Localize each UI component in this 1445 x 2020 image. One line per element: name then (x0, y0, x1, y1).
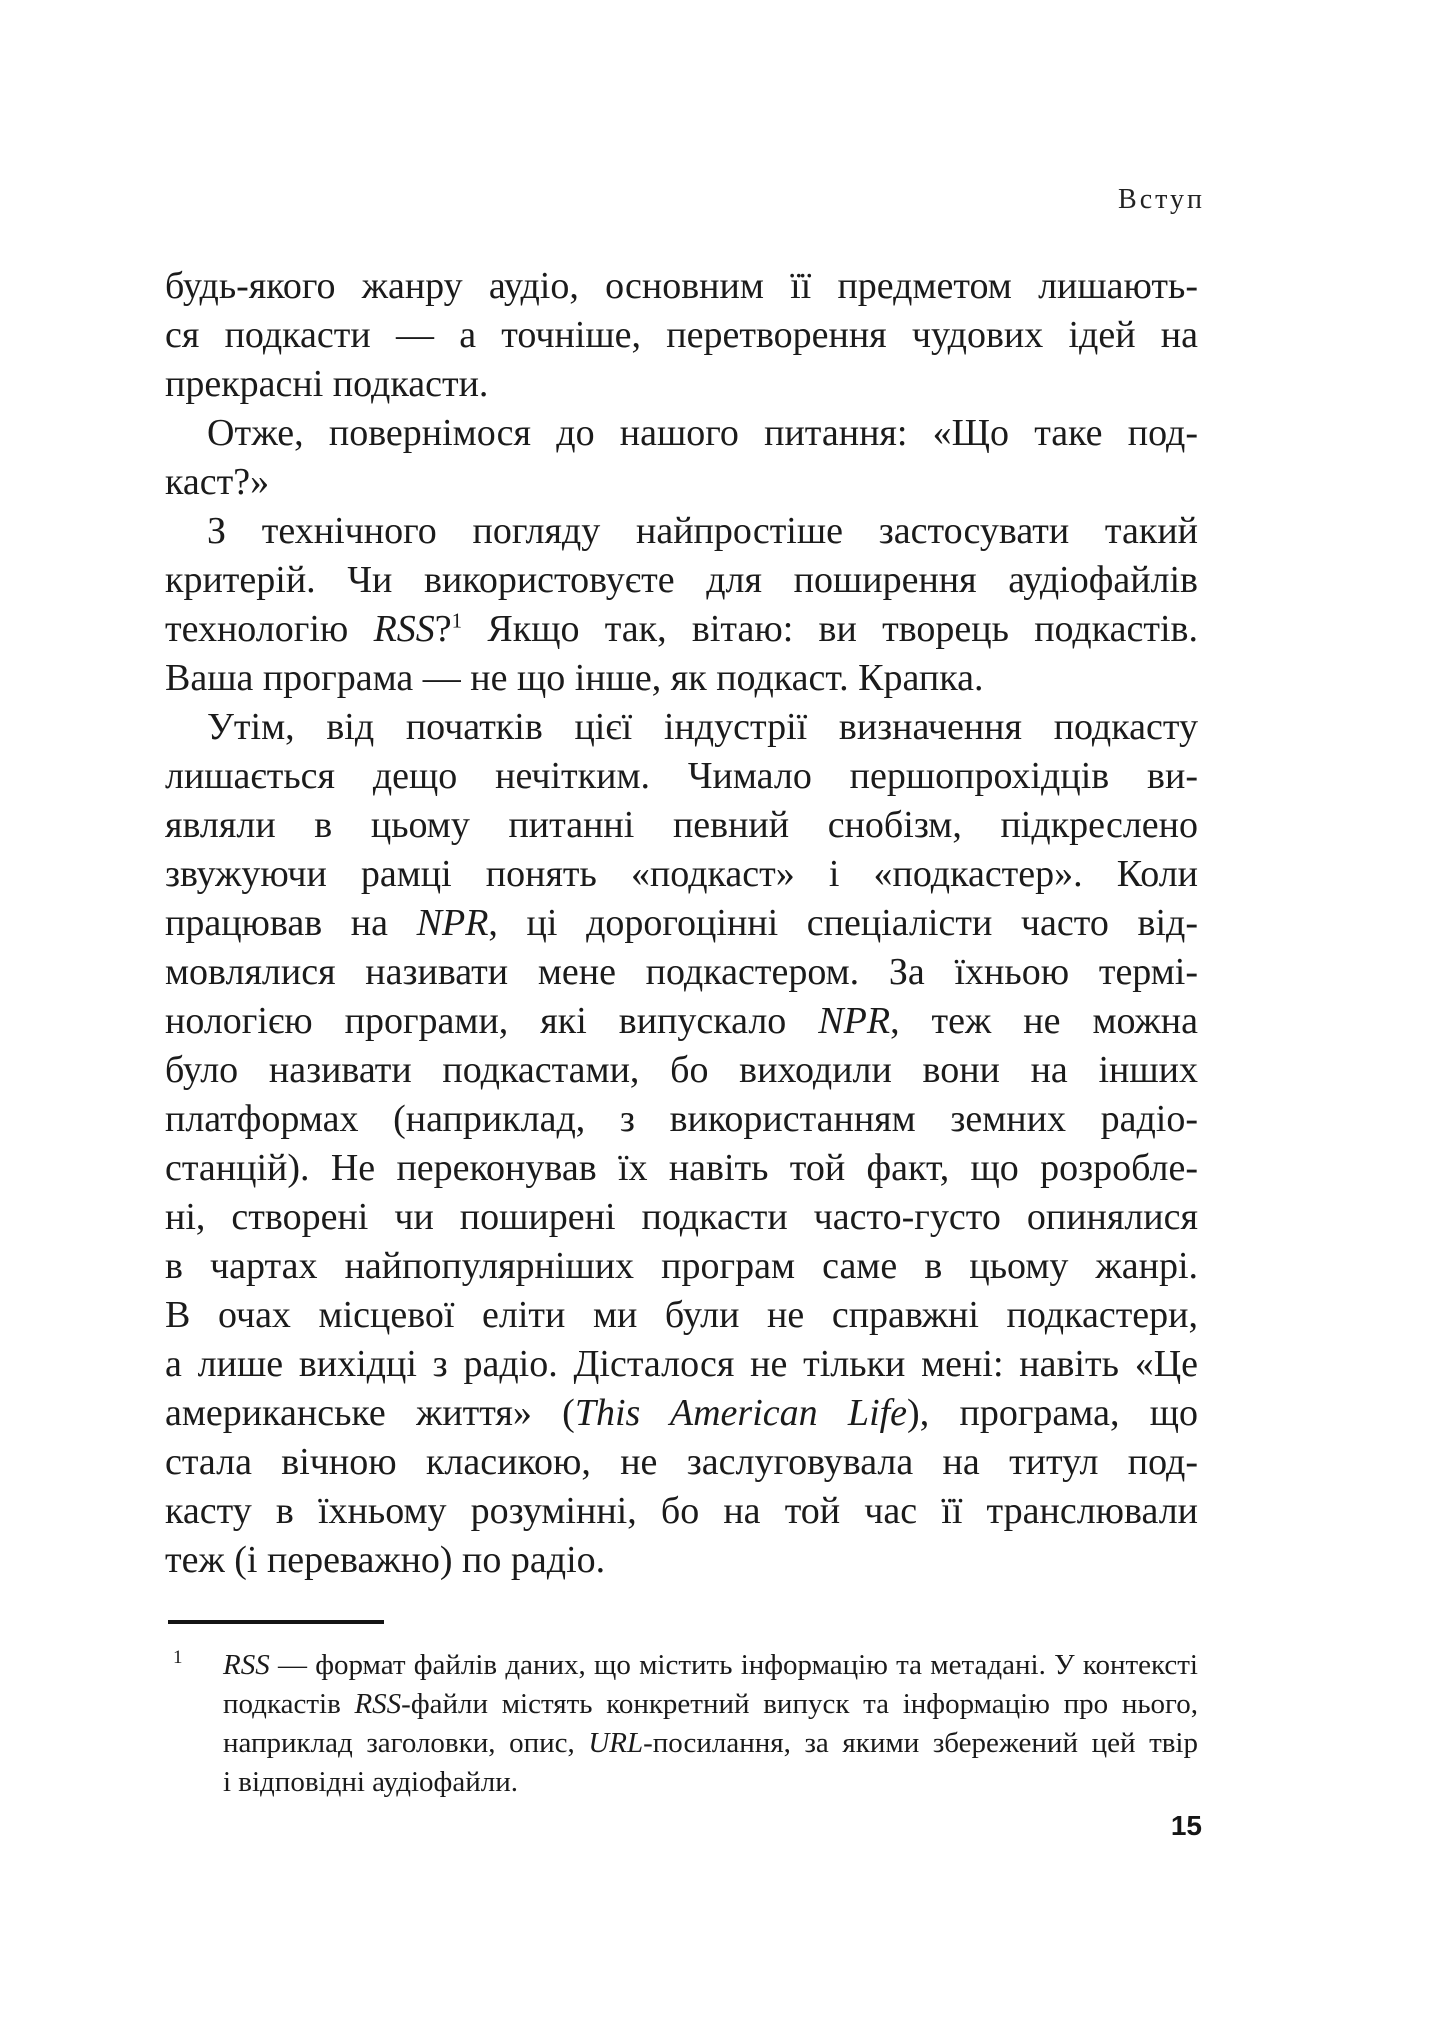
body-line: було називати подкастами, бо виходили вони на інших (165, 1049, 1198, 1091)
italic-term: RSS (354, 1688, 402, 1720)
italic-term: RSS (373, 608, 435, 650)
text-segment: подкастів (223, 1688, 355, 1720)
body-line: являли в цьому питанні певний снобізм, підкреслено (165, 804, 1198, 846)
body-line: будь-якого жанру аудіо, основним її предметом лишають- (165, 265, 1198, 307)
text-segment: -посилання, за якими збережений цей твір (643, 1727, 1198, 1759)
body-line: ні, створені чи поширені подкасти часто-густо опинялися (165, 1196, 1198, 1238)
body-line: Утім, від початків цієї індустрії визначення подкасту (207, 706, 1198, 748)
text-segment: ? (434, 608, 452, 650)
text-segment: , ці дорогоцінні спеціалісти часто від- (488, 902, 1198, 944)
body-text (165, 262, 1198, 1585)
italic-title: This American Life (574, 1392, 908, 1434)
body-line: теж (і переважно) по радіо. (165, 1539, 606, 1581)
paragraph (165, 703, 1198, 1585)
footnote-line: і відповідні аудіофайли. (223, 1766, 518, 1798)
text-segment: — формат файлів даних, що містить інформацію та метадані. У контексті (269, 1649, 1198, 1681)
paragraph (165, 409, 1198, 507)
footnote-line (223, 1724, 1198, 1763)
body-line: прекрасні подкасти. (165, 363, 489, 405)
italic-term: RSS (223, 1649, 270, 1681)
italic-term: URL (588, 1727, 644, 1759)
body-line: Отже, повернімося до нашого питання: «Що таке под- (207, 412, 1198, 454)
paragraph (165, 262, 1198, 409)
footnote (165, 1646, 1198, 1802)
body-line (165, 1389, 1198, 1438)
italic-term: NPR (818, 1000, 891, 1042)
footnote-line (223, 1685, 1198, 1724)
body-line: платформах (наприклад, з використанням земних радіо- (165, 1098, 1198, 1140)
text-segment: технологію (165, 608, 374, 650)
text-segment: ), програма, що (907, 1392, 1198, 1434)
text-segment: , теж не можна (890, 1000, 1198, 1042)
body-line (165, 605, 1198, 654)
body-line: звужуючи рамці понять «подкаст» і «подкастер». Коли (165, 853, 1198, 895)
text-segment: працював на (165, 902, 417, 944)
body-line: станцій). Не переконував їх навіть той факт, що розробле- (165, 1147, 1198, 1189)
body-line (165, 997, 1198, 1046)
footnote-line (223, 1646, 1198, 1685)
body-line (165, 899, 1198, 948)
footnote-marker: 1 (173, 1647, 183, 1668)
body-line: а лише вихідці з радіо. Дісталося не тільки мені: навіть «Це (165, 1343, 1198, 1385)
italic-term: NPR (416, 902, 489, 944)
body-line: в чартах найпопулярніших програм саме в цьому жанрі. (165, 1245, 1198, 1287)
body-line: критерій. Чи використовуєте для поширення аудіофайлів (165, 559, 1198, 601)
text-segment: американське життя» ( (165, 1392, 575, 1434)
body-line: З технічного погляду найпростіше застосувати такий (207, 510, 1198, 552)
footnote-separator (168, 1620, 384, 1624)
footnote-reference: 1 (451, 608, 463, 633)
text-segment: наприклад заголовки, опис, (223, 1727, 589, 1759)
paragraph (165, 507, 1198, 703)
body-line: лишається дещо нечітким. Чимало першопрохідців ви- (165, 755, 1198, 797)
page-number: 15 (1170, 1810, 1202, 1841)
body-line: Ваша програма — не що інше, як подкаст. Крапка. (165, 657, 984, 699)
body-line: В очах місцевої еліти ми були не справжні подкастери, (165, 1294, 1198, 1336)
body-line: мовлялися називати мене подкастером. За їхньою термі- (165, 951, 1198, 993)
body-line: ся подкасти — а точніше, перетворення чудових ідей на (165, 314, 1198, 356)
text-segment: Якщо так, вітаю: ви творець подкастів. (462, 608, 1198, 650)
running-head: Вступ (1118, 184, 1205, 215)
body-line: касту в їхньому розумінні, бо на той час її транслювали (165, 1490, 1198, 1532)
body-line: стала вічною класикою, не заслуговувала на титул под- (165, 1441, 1198, 1483)
text-segment: -файли містять конкретний випуск та інформацію про нього, (401, 1688, 1198, 1720)
text-segment: нологією програми, які випускало (165, 1000, 819, 1042)
body-line: каст?» (165, 461, 270, 503)
